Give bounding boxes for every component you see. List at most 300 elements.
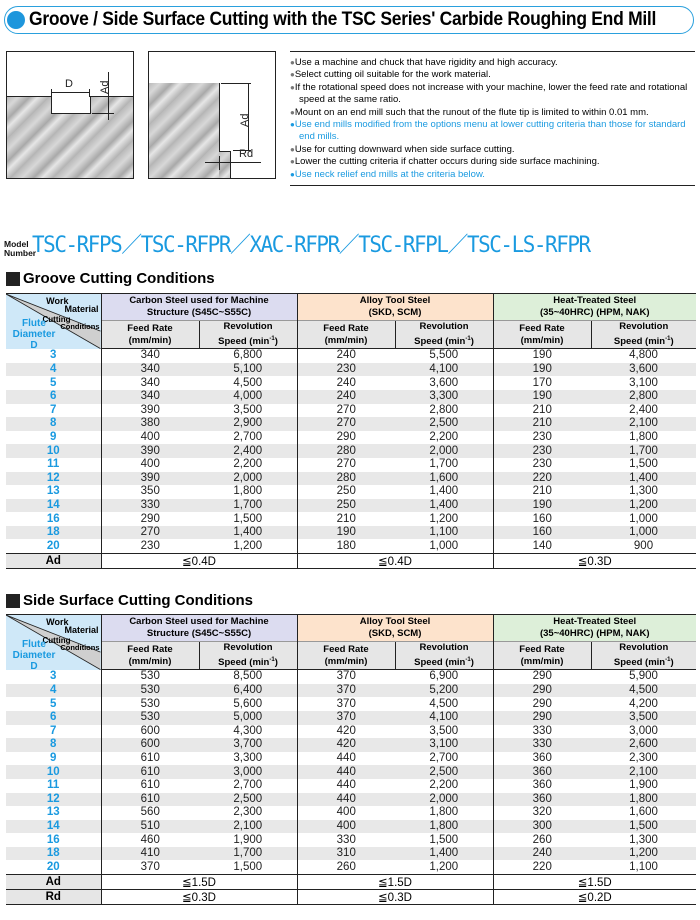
revolution-speed-cell: 1,500	[199, 512, 297, 526]
feed-rate-header	[493, 642, 591, 670]
material-line2: Structure (S45C~S55C)	[146, 307, 252, 318]
rev-exponent: -1	[269, 657, 275, 663]
table-row	[6, 833, 696, 847]
feed-rate-cell: 240	[336, 376, 356, 389]
revolution-speed-cell: 5,500	[395, 349, 493, 363]
revolution-speed-cell: 1,200	[199, 539, 297, 553]
flute-diameter-cell: 14	[6, 820, 101, 834]
table-row	[6, 431, 696, 445]
rev-line1: Revolution	[223, 321, 273, 332]
feed-rate-cell: 190	[297, 526, 395, 540]
feed-rate-cell: 210	[532, 485, 552, 498]
revolution-speed-cell: 2,000	[395, 793, 493, 807]
flute-diameter-cell: 9	[6, 752, 101, 766]
corner-work-label: Work	[46, 617, 69, 627]
rev-line2	[200, 333, 297, 348]
model-numbers: TSC-RFPS／TSC-RFPR／XAC-RFPR／TSC-RFPL／TSC-LS-RFPR	[32, 233, 590, 258]
revolution-speed-cell: 1,800	[199, 485, 297, 499]
feed-rate-cell: 330	[101, 499, 199, 513]
revolution-speed-cell: 3,000	[199, 765, 297, 779]
revolution-speed-cell: 1,200	[395, 860, 493, 874]
feed-line2: (mm/min)	[520, 655, 564, 667]
material-line1: Alloy Tool Steel	[359, 616, 431, 627]
note-item	[290, 169, 695, 181]
flute-diameter-cell: 11	[6, 779, 101, 793]
feed-rate-cell: 230	[532, 458, 552, 471]
revolution-speed-cell: 1,800	[591, 793, 696, 807]
revolution-speed-cell: 4,500	[591, 684, 696, 698]
revolution-speed-cell: 2,800	[591, 390, 696, 404]
feed-rate-cell: 210	[493, 417, 591, 431]
feed-line2: (mm/min)	[128, 655, 172, 667]
feed-rate-cell: 260	[532, 833, 552, 846]
corner-cutting-label: Cutting	[42, 636, 71, 645]
revolution-speed-cell: 3,600	[395, 376, 493, 390]
revolution-speed-cell: 2,600	[591, 738, 696, 752]
groove-slot	[51, 96, 91, 114]
table-row	[6, 793, 696, 807]
feed-line1: Feed Rate	[127, 643, 173, 655]
feed-rate-header	[101, 321, 199, 349]
rev-line1: Revolution	[419, 321, 469, 332]
page-title: Groove / Side Surface Cutting with the TSC Series' Carbide Roughing End Mill	[29, 9, 657, 30]
feed-rate-cell: 240	[297, 390, 395, 404]
revolution-speed-cell: 1,100	[395, 526, 493, 540]
revolution-speed-cell: 4,100	[395, 711, 493, 725]
revolution-speed-cell: 2,700	[199, 431, 297, 445]
feed-rate-cell: 190	[532, 349, 552, 362]
revolution-speed-cell: 3,300	[199, 752, 297, 766]
table-row	[6, 485, 696, 499]
feed-rate-cell: 360	[532, 752, 552, 765]
table-row	[6, 697, 696, 711]
feed-rate-cell: 390	[140, 403, 160, 416]
groove-title-text: Groove Cutting Conditions	[23, 270, 215, 287]
revolution-speed-header	[395, 321, 493, 349]
flute-diameter-cell: 5	[6, 376, 101, 390]
material-line1: Heat-Treated Steel	[553, 616, 637, 627]
revolution-speed-cell: 1,200	[395, 512, 493, 526]
revolution-speed-cell: 4,500	[395, 697, 493, 711]
feed-rate-cell: 350	[140, 485, 160, 498]
feed-rate-cell: 370	[140, 860, 160, 873]
revolution-speed-cell: 2,200	[395, 779, 493, 793]
flute-diameter-cell: 18	[6, 847, 101, 861]
feed-rate-cell: 280	[297, 444, 395, 458]
bullet-dot-icon: ●	[290, 107, 295, 117]
rev-unit: Speed (min	[218, 657, 270, 669]
revolution-speed-cell: 4,100	[395, 363, 493, 377]
revolution-speed-cell: 8,500	[199, 670, 297, 684]
side-section-title	[6, 592, 253, 609]
heat-treated-steel-header	[493, 294, 696, 321]
groove-section-title	[6, 270, 215, 287]
material-line2: Structure (S45C~S55C)	[146, 628, 252, 639]
feed-rate-cell: 510	[101, 820, 199, 834]
revolution-speed-cell: 2,300	[629, 752, 658, 765]
note-item	[290, 156, 695, 168]
table-row	[6, 376, 696, 390]
feed-rate-cell: 330	[336, 833, 356, 846]
revolution-speed-cell: 4,200	[629, 697, 658, 710]
revolution-speed-header	[591, 321, 696, 349]
flute-diameter-cell: 16	[6, 833, 101, 847]
note-item	[290, 107, 695, 119]
corner-flute-label: Flute Diameter D	[12, 639, 56, 672]
material-line1: Alloy Tool Steel	[359, 295, 431, 306]
feed-rate-cell: 320	[532, 806, 552, 819]
rev-line1: Revolution	[619, 321, 669, 332]
revolution-speed-cell: 3,300	[395, 390, 493, 404]
revolution-speed-cell: 3,100	[629, 376, 658, 389]
note-text: Select cutting oil suitable for the work material.	[294, 69, 491, 81]
feed-rate-cell: 270	[297, 417, 395, 431]
flute-diameter-cell: 12	[6, 793, 101, 807]
feed-rate-cell: 400	[297, 820, 395, 834]
rev-unit: Speed (min	[414, 336, 466, 348]
revolution-speed-cell: 1,600	[629, 806, 658, 819]
feed-rate-cell: 610	[101, 793, 199, 807]
feed-rate-cell: 530	[140, 697, 160, 710]
table-row	[6, 765, 696, 779]
feed-rate-cell: 410	[101, 847, 199, 861]
rev-close: )	[274, 336, 278, 348]
footer-label: Ad	[6, 554, 101, 569]
feed-line2: (mm/min)	[520, 334, 564, 346]
revolution-speed-cell: 2,800	[395, 404, 493, 418]
feed-rate-cell: 560	[140, 806, 160, 819]
side-workpiece-step	[219, 151, 230, 179]
flute-diameter-cell: 8	[6, 417, 101, 431]
carbon-steel-header	[101, 294, 297, 321]
feed-rate-cell: 330	[532, 724, 552, 737]
table-row	[6, 499, 696, 513]
feed-rate-cell: 250	[336, 485, 356, 498]
feed-line2: (mm/min)	[324, 655, 368, 667]
feed-rate-cell: 270	[101, 526, 199, 540]
table-row	[6, 512, 696, 526]
model-number-row	[4, 234, 619, 258]
feed-rate-cell: 240	[336, 349, 356, 362]
bullet-dot-icon: ●	[290, 58, 295, 67]
flute-diameter-cell: 18	[6, 526, 101, 540]
footer-value: ≦1.5D	[101, 875, 297, 890]
bullet-dot-icon: ●	[290, 120, 295, 130]
footer-value: ≦0.3D	[493, 554, 696, 569]
feed-rate-cell: 360	[532, 779, 552, 792]
feed-line2: (mm/min)	[324, 334, 368, 346]
note-text: Use for cutting downward when side surface cutting.	[294, 143, 515, 155]
rev-line2	[396, 333, 493, 348]
feed-rate-cell: 280	[297, 472, 395, 486]
rev-close: )	[470, 657, 474, 669]
model-number-label	[4, 239, 37, 258]
bullet-circle-icon	[7, 11, 25, 29]
flute-diameter-cell: 6	[6, 390, 101, 404]
table-row	[6, 363, 696, 377]
model-label-line1: Model	[4, 239, 29, 249]
alloy-tool-steel-header	[297, 294, 493, 321]
revolution-speed-cell: 2,000	[395, 444, 493, 458]
table-row	[6, 526, 696, 540]
feed-rate-cell: 210	[532, 403, 552, 416]
rev-line2	[396, 654, 493, 669]
revolution-speed-cell: 3,500	[395, 725, 493, 739]
revolution-speed-header	[395, 642, 493, 670]
feed-rate-cell: 370	[297, 684, 395, 698]
revolution-speed-cell: 1,700	[199, 499, 297, 513]
material-line1: Carbon Steel used for Machine	[129, 616, 269, 627]
flute-diameter-cell: 6	[6, 711, 101, 725]
revolution-speed-cell: 3,000	[629, 724, 658, 737]
note-item	[290, 57, 695, 69]
rev-line1: Revolution	[223, 642, 273, 653]
revolution-speed-cell: 1,600	[395, 472, 493, 486]
feed-rate-cell: 190	[493, 390, 591, 404]
feed-rate-cell: 290	[493, 684, 591, 698]
table-row	[6, 847, 696, 861]
rev-line1: Revolution	[419, 642, 469, 653]
table-row	[6, 404, 696, 418]
revolution-speed-header	[199, 642, 297, 670]
corner-cutting-label: Cutting	[42, 315, 71, 324]
rev-exponent: -1	[465, 657, 471, 663]
revolution-speed-cell: 1,300	[629, 485, 658, 498]
feed-rate-cell: 420	[297, 738, 395, 752]
table-row	[6, 349, 696, 363]
revolution-speed-cell: 2,400	[199, 444, 297, 458]
feed-rate-cell: 400	[336, 806, 356, 819]
revolution-speed-cell: 1,100	[629, 860, 658, 873]
revolution-speed-cell: 4,300	[199, 725, 297, 739]
rev-unit: Speed (min	[613, 336, 666, 348]
feed-line1: Feed Rate	[127, 322, 173, 334]
feed-rate-cell: 240	[493, 847, 591, 861]
axial-depth-label: Ad	[99, 80, 111, 94]
feed-rate-cell: 370	[297, 711, 395, 725]
flute-diameter-cell: 4	[6, 684, 101, 698]
side-workpiece-upper	[149, 83, 219, 179]
carbon-steel-header	[101, 615, 297, 642]
table-row	[6, 458, 696, 472]
model-label-line2: Number	[4, 248, 37, 258]
feed-rate-cell: 290	[140, 512, 160, 525]
revolution-speed-cell: 2,400	[629, 403, 658, 416]
revolution-speed-cell: 3,100	[395, 738, 493, 752]
table-row	[6, 725, 696, 739]
alloy-tool-steel-header	[297, 615, 493, 642]
feed-rate-cell: 160	[532, 512, 552, 525]
revolution-speed-cell: 2,700	[395, 752, 493, 766]
revolution-speed-header	[591, 642, 696, 670]
table-row	[6, 806, 696, 820]
table-row	[6, 752, 696, 766]
feed-rate-cell: 310	[297, 847, 395, 861]
revolution-speed-cell: 2,500	[395, 765, 493, 779]
feed-rate-cell: 220	[493, 472, 591, 486]
heat-treated-steel-header	[493, 615, 696, 642]
feed-rate-cell: 610	[101, 765, 199, 779]
diameter-label: D	[65, 78, 73, 90]
feed-rate-cell: 270	[336, 458, 356, 471]
square-bullet-icon	[6, 594, 20, 608]
footer-value: ≦0.2D	[493, 890, 696, 905]
flute-diameter-cell: 10	[6, 444, 101, 458]
feed-line2: (mm/min)	[128, 334, 172, 346]
material-line2: (35~40HRC) (HPM, NAK)	[539, 628, 650, 639]
feed-rate-header	[101, 642, 199, 670]
table-row	[6, 670, 696, 684]
note-text: Use end mills modified from the options menu at lower cutting criteria than those for standard end mills.	[294, 119, 686, 143]
note-text: Lower the cutting criteria if chatter occurs during side surface machining.	[294, 156, 600, 168]
rev-close: )	[470, 336, 474, 348]
revolution-speed-cell: 1,400	[591, 472, 696, 486]
feed-rate-cell: 600	[101, 738, 199, 752]
flute-diameter-cell: 9	[6, 431, 101, 445]
revolution-speed-cell: 3,500	[591, 711, 696, 725]
flute-diameter-cell: 14	[6, 499, 101, 513]
bullet-dot-icon: ●	[290, 70, 295, 80]
note-item	[290, 82, 695, 107]
table-row	[6, 711, 696, 725]
material-line2: (SKD, SCM)	[368, 307, 422, 318]
corner-conditions-label: Conditions	[60, 322, 100, 331]
feed-rate-cell: 180	[336, 539, 356, 552]
revolution-speed-cell: 2,200	[199, 458, 297, 472]
material-line1: Carbon Steel used for Machine	[129, 295, 269, 306]
feed-rate-cell: 220	[532, 860, 552, 873]
groove-conditions-table	[6, 293, 696, 569]
feed-rate-cell: 530	[101, 711, 199, 725]
note-text: Use neck relief end mills at the criteria below.	[294, 168, 485, 180]
revolution-speed-cell: 1,400	[395, 485, 493, 499]
revolution-speed-cell: 5,200	[395, 684, 493, 698]
feed-rate-cell: 370	[336, 670, 356, 683]
revolution-speed-cell: 5,100	[199, 363, 297, 377]
feed-rate-cell: 300	[493, 820, 591, 834]
revolution-speed-cell: 4,800	[629, 349, 658, 362]
feed-rate-cell: 210	[336, 512, 356, 525]
flute-diameter-cell: 16	[6, 512, 101, 526]
feed-rate-cell: 340	[101, 390, 199, 404]
table-footer-row	[6, 890, 696, 905]
revolution-speed-cell: 6,900	[395, 670, 493, 684]
footer-label: Ad	[6, 875, 101, 890]
revolution-speed-cell: 6,800	[199, 349, 297, 363]
flute-diameter-cell: 13	[6, 485, 101, 499]
table-footer-row	[6, 554, 696, 569]
table-row	[6, 390, 696, 404]
flute-diameter-cell: 20	[6, 860, 101, 874]
feed-rate-cell: 400	[140, 431, 160, 444]
groove-diagram	[6, 51, 134, 179]
feed-rate-cell: 390	[101, 444, 199, 458]
revolution-speed-cell: 1,700	[591, 444, 696, 458]
feed-rate-cell: 330	[493, 738, 591, 752]
rev-unit: Speed (min	[613, 657, 666, 669]
feed-rate-cell: 390	[101, 472, 199, 486]
corner-header	[6, 615, 101, 670]
feed-rate-cell: 230	[140, 539, 160, 552]
revolution-speed-cell: 1,900	[199, 833, 297, 847]
revolution-speed-cell: 3,700	[199, 738, 297, 752]
revolution-speed-cell: 2,500	[395, 417, 493, 431]
table-row	[6, 444, 696, 458]
revolution-speed-cell: 1,800	[395, 806, 493, 820]
feed-rate-cell: 610	[140, 752, 160, 765]
feed-rate-cell: 530	[140, 670, 160, 683]
footer-value: ≦0.3D	[101, 890, 297, 905]
side-surface-diagram	[148, 51, 276, 179]
flute-diameter-cell: 3	[6, 349, 101, 363]
rev-close: )	[274, 657, 278, 669]
feed-rate-cell: 380	[101, 417, 199, 431]
flute-diameter-cell: 5	[6, 697, 101, 711]
rev-line2	[592, 333, 697, 348]
table-row	[6, 417, 696, 431]
feed-rate-cell: 250	[297, 499, 395, 513]
flute-diameter-cell: 10	[6, 765, 101, 779]
feed-rate-cell: 360	[493, 793, 591, 807]
side-title-text: Side Surface Cutting Conditions	[23, 592, 254, 609]
revolution-speed-cell: 1,000	[395, 539, 493, 553]
table-row	[6, 738, 696, 752]
table-row	[6, 779, 696, 793]
revolution-speed-cell: 4,000	[199, 390, 297, 404]
feed-rate-cell: 370	[336, 697, 356, 710]
revolution-speed-cell: 1,800	[395, 820, 493, 834]
side-axial-depth-label: Ad	[239, 113, 251, 127]
feed-rate-header	[493, 321, 591, 349]
rev-exponent: -1	[665, 336, 671, 342]
rev-line1: Revolution	[619, 642, 669, 653]
feed-line1: Feed Rate	[519, 322, 565, 334]
revolution-speed-cell: 1,500	[629, 458, 658, 471]
revolution-speed-cell: 5,900	[629, 670, 658, 683]
table-footer-row	[6, 875, 696, 890]
revolution-speed-cell: 1,500	[199, 860, 297, 874]
feed-rate-cell: 440	[336, 752, 356, 765]
table-row	[6, 539, 696, 553]
feed-rate-cell: 190	[493, 499, 591, 513]
feed-rate-header	[297, 642, 395, 670]
flute-diameter-cell: 8	[6, 738, 101, 752]
rev-close: )	[670, 657, 674, 669]
footer-value: ≦0.4D	[101, 554, 297, 569]
revolution-speed-cell: 1,400	[395, 847, 493, 861]
rev-unit: Speed (min	[414, 657, 466, 669]
revolution-speed-cell: 1,400	[395, 499, 493, 513]
revolution-speed-cell: 2,100	[199, 820, 297, 834]
feed-rate-cell: 230	[532, 431, 552, 444]
feed-rate-cell: 340	[101, 363, 199, 377]
feed-rate-cell: 340	[140, 376, 160, 389]
flute-diameter-cell: 13	[6, 806, 101, 820]
feed-rate-cell: 600	[140, 724, 160, 737]
square-bullet-icon	[6, 272, 20, 286]
revolution-speed-cell: 2,700	[199, 779, 297, 793]
revolution-speed-cell: 1,400	[199, 526, 297, 540]
feed-rate-cell: 340	[140, 349, 160, 362]
footer-value: ≦1.5D	[493, 875, 696, 890]
flute-diameter-cell: 7	[6, 725, 101, 739]
revolution-speed-cell: 2,500	[199, 793, 297, 807]
side-conditions-table	[6, 614, 696, 905]
rev-line2	[592, 654, 697, 669]
feed-rate-header	[297, 321, 395, 349]
feed-rate-cell: 360	[493, 765, 591, 779]
footer-value: ≦0.4D	[297, 554, 493, 569]
